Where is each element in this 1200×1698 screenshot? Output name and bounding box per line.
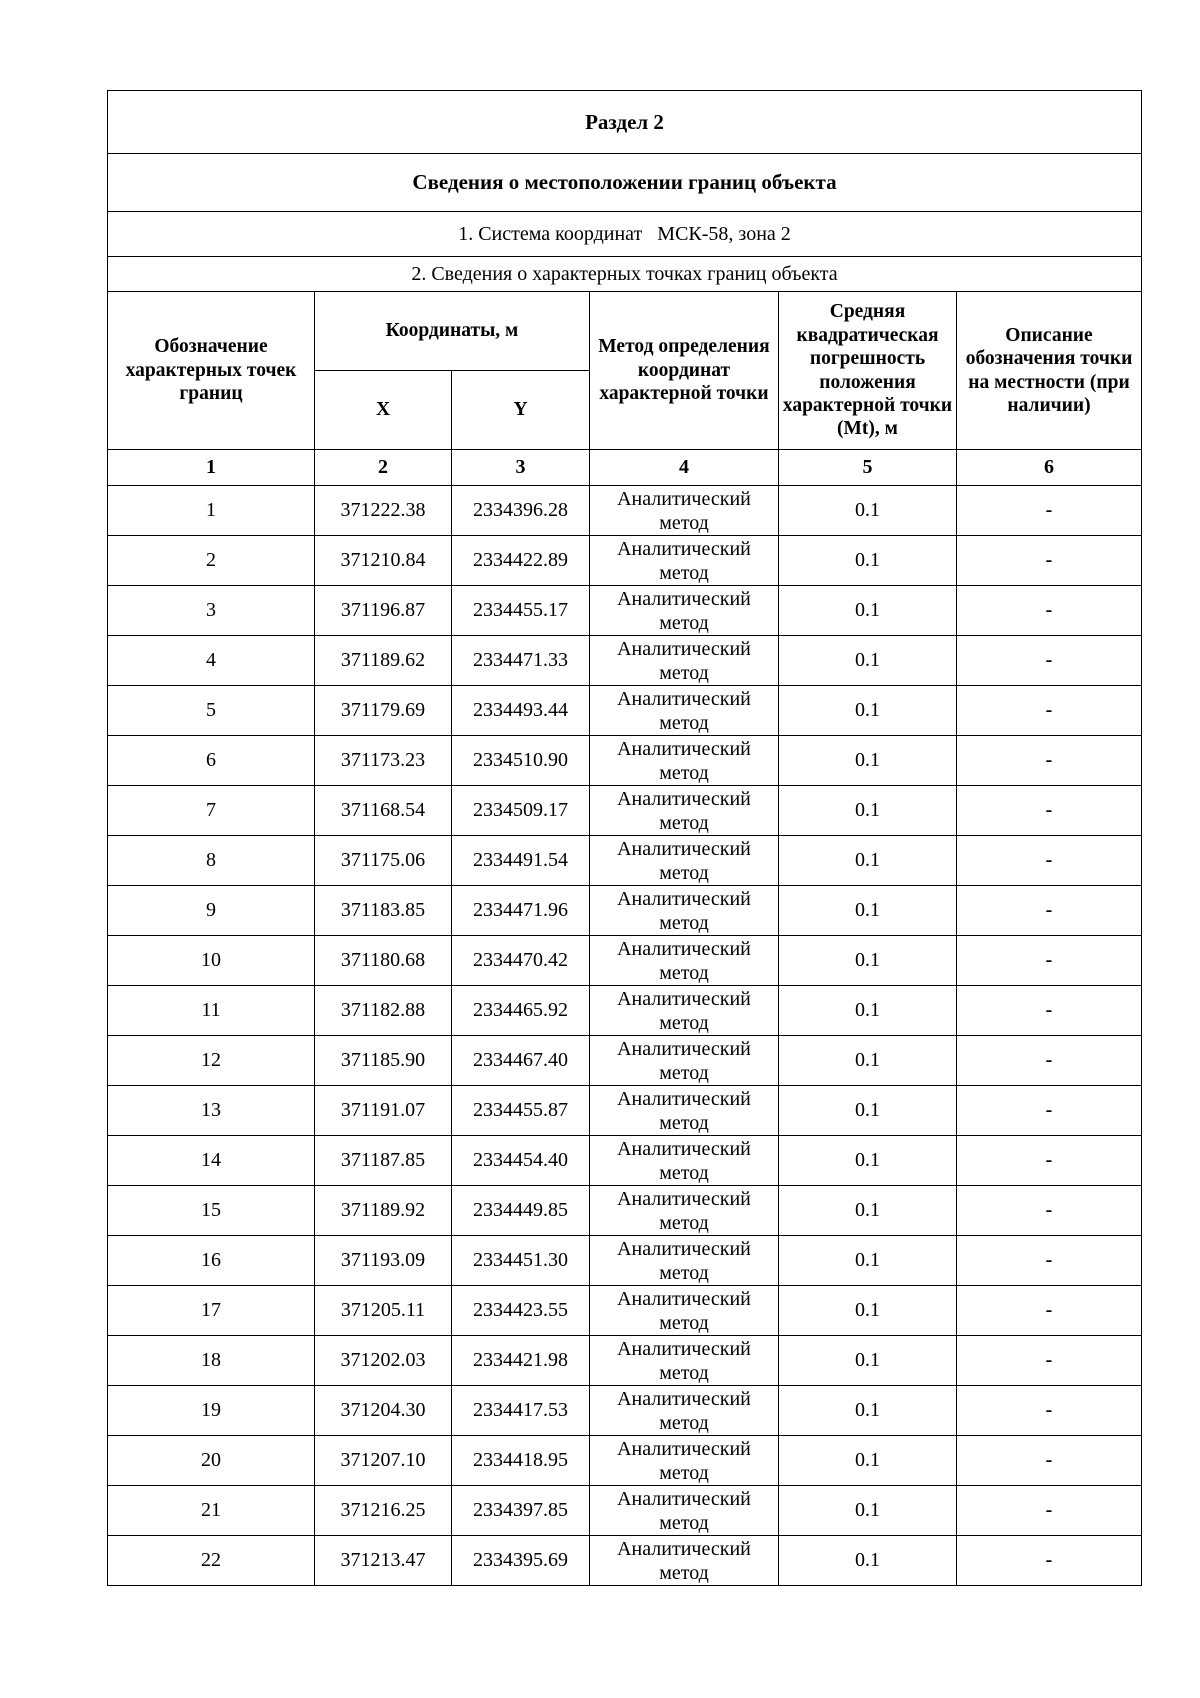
document-subtitle: Сведения о местоположении границ объекта xyxy=(108,154,1142,212)
x-coordinate-cell: 371222.38 xyxy=(315,486,452,536)
header-y: Y xyxy=(452,371,590,450)
method-cell: Аналитический метод xyxy=(590,1386,779,1436)
column-number-row xyxy=(108,450,1142,486)
y-coordinate-cell: 2334491.54 xyxy=(452,836,590,886)
table-row xyxy=(108,1236,1142,1286)
y-coordinate-cell: 2334417.53 xyxy=(452,1386,590,1436)
y-coordinate-cell: 2334421.98 xyxy=(452,1336,590,1386)
table-row xyxy=(108,936,1142,986)
description-cell: - xyxy=(957,486,1142,536)
point-id-cell: 22 xyxy=(108,1536,315,1586)
header-description: Описание обозначения точки на местности (при наличии) xyxy=(957,292,1142,450)
description-cell: - xyxy=(957,936,1142,986)
description-cell: - xyxy=(957,1086,1142,1136)
table-row xyxy=(108,1536,1142,1586)
header-designation: Обозначение характерных точек границ xyxy=(108,292,315,450)
y-coordinate-cell: 2334449.85 xyxy=(452,1186,590,1236)
y-coordinate-cell: 2334510.90 xyxy=(452,736,590,786)
table-row xyxy=(108,1086,1142,1136)
y-coordinate-cell: 2334509.17 xyxy=(452,786,590,836)
method-cell: Аналитический метод xyxy=(590,1186,779,1236)
x-coordinate-cell: 371216.25 xyxy=(315,1486,452,1536)
x-coordinate-cell: 371204.30 xyxy=(315,1386,452,1436)
table-row xyxy=(108,1036,1142,1086)
description-cell: - xyxy=(957,886,1142,936)
description-cell: - xyxy=(957,836,1142,886)
point-id-cell: 1 xyxy=(108,486,315,536)
table-row xyxy=(108,1136,1142,1186)
point-id-cell: 19 xyxy=(108,1386,315,1436)
point-id-cell: 5 xyxy=(108,686,315,736)
method-cell: Аналитический метод xyxy=(590,1286,779,1336)
error-cell: 0.1 xyxy=(779,1186,957,1236)
header-x: X xyxy=(315,371,452,450)
error-cell: 0.1 xyxy=(779,1236,957,1286)
description-cell: - xyxy=(957,636,1142,686)
method-cell: Аналитический метод xyxy=(590,636,779,686)
error-cell: 0.1 xyxy=(779,886,957,936)
table-row xyxy=(108,836,1142,886)
point-id-cell: 4 xyxy=(108,636,315,686)
description-cell: - xyxy=(957,1536,1142,1586)
point-id-cell: 15 xyxy=(108,1186,315,1236)
point-id-cell: 21 xyxy=(108,1486,315,1536)
x-coordinate-cell: 371207.10 xyxy=(315,1436,452,1486)
column-number: 4 xyxy=(590,450,779,486)
error-cell: 0.1 xyxy=(779,1136,957,1186)
x-coordinate-cell: 371173.23 xyxy=(315,736,452,786)
method-cell: Аналитический метод xyxy=(590,1136,779,1186)
point-id-cell: 3 xyxy=(108,586,315,636)
y-coordinate-cell: 2334397.85 xyxy=(452,1486,590,1536)
method-cell: Аналитический метод xyxy=(590,1336,779,1386)
method-cell: Аналитический метод xyxy=(590,536,779,586)
method-cell: Аналитический метод xyxy=(590,1036,779,1086)
error-cell: 0.1 xyxy=(779,736,957,786)
description-cell: - xyxy=(957,1436,1142,1486)
method-cell: Аналитический метод xyxy=(590,736,779,786)
column-number: 1 xyxy=(108,450,315,486)
column-number: 6 xyxy=(957,450,1142,486)
header-coordinates: Координаты, м xyxy=(315,292,590,371)
y-coordinate-cell: 2334454.40 xyxy=(452,1136,590,1186)
description-cell: - xyxy=(957,786,1142,836)
y-coordinate-cell: 2334467.40 xyxy=(452,1036,590,1086)
x-coordinate-cell: 371175.06 xyxy=(315,836,452,886)
table-row xyxy=(108,586,1142,636)
point-id-cell: 9 xyxy=(108,886,315,936)
x-coordinate-cell: 371202.03 xyxy=(315,1336,452,1386)
y-coordinate-cell: 2334455.17 xyxy=(452,586,590,636)
description-cell: - xyxy=(957,1336,1142,1386)
y-coordinate-cell: 2334396.28 xyxy=(452,486,590,536)
error-cell: 0.1 xyxy=(779,1386,957,1436)
point-id-cell: 2 xyxy=(108,536,315,586)
point-id-cell: 10 xyxy=(108,936,315,986)
y-coordinate-cell: 2334418.95 xyxy=(452,1436,590,1486)
table-row xyxy=(108,536,1142,586)
table-row xyxy=(108,736,1142,786)
x-coordinate-cell: 371191.07 xyxy=(315,1086,452,1136)
table-row xyxy=(108,1386,1142,1436)
error-cell: 0.1 xyxy=(779,536,957,586)
x-coordinate-cell: 371210.84 xyxy=(315,536,452,586)
point-id-cell: 18 xyxy=(108,1336,315,1386)
method-cell: Аналитический метод xyxy=(590,1436,779,1486)
error-cell: 0.1 xyxy=(779,1036,957,1086)
description-cell: - xyxy=(957,736,1142,786)
point-id-cell: 11 xyxy=(108,986,315,1036)
error-cell: 0.1 xyxy=(779,1286,957,1336)
y-coordinate-cell: 2334471.33 xyxy=(452,636,590,686)
point-id-cell: 8 xyxy=(108,836,315,886)
boundary-points-table xyxy=(107,90,1142,1586)
error-cell: 0.1 xyxy=(779,1086,957,1136)
coordinate-system-label: 1. Система координат xyxy=(458,222,643,245)
description-cell: - xyxy=(957,1486,1142,1536)
x-coordinate-cell: 371196.87 xyxy=(315,586,452,636)
coordinate-system-value: МСК-58, зона 2 xyxy=(657,222,791,245)
description-cell: - xyxy=(957,686,1142,736)
coordinate-system-row xyxy=(108,212,1142,257)
y-coordinate-cell: 2334422.89 xyxy=(452,536,590,586)
table-row xyxy=(108,636,1142,686)
x-coordinate-cell: 371168.54 xyxy=(315,786,452,836)
method-cell: Аналитический метод xyxy=(590,836,779,886)
header-method: Метод определения координат характерной точки xyxy=(590,292,779,450)
description-cell: - xyxy=(957,1286,1142,1336)
x-coordinate-cell: 371185.90 xyxy=(315,1036,452,1086)
error-cell: 0.1 xyxy=(779,786,957,836)
description-cell: - xyxy=(957,1386,1142,1436)
table-row xyxy=(108,1436,1142,1486)
x-coordinate-cell: 371187.85 xyxy=(315,1136,452,1186)
error-cell: 0.1 xyxy=(779,986,957,1036)
description-cell: - xyxy=(957,986,1142,1036)
table-row xyxy=(108,1486,1142,1536)
x-coordinate-cell: 371182.88 xyxy=(315,986,452,1036)
description-cell: - xyxy=(957,536,1142,586)
method-cell: Аналитический метод xyxy=(590,786,779,836)
point-id-cell: 20 xyxy=(108,1436,315,1486)
table-row xyxy=(108,986,1142,1036)
table-row xyxy=(108,686,1142,736)
y-coordinate-cell: 2334455.87 xyxy=(452,1086,590,1136)
x-coordinate-cell: 371213.47 xyxy=(315,1536,452,1586)
error-cell: 0.1 xyxy=(779,486,957,536)
x-coordinate-cell: 371189.92 xyxy=(315,1186,452,1236)
y-coordinate-cell: 2334395.69 xyxy=(452,1536,590,1586)
x-coordinate-cell: 371179.69 xyxy=(315,686,452,736)
error-cell: 0.1 xyxy=(779,1436,957,1486)
point-id-cell: 7 xyxy=(108,786,315,836)
method-cell: Аналитический метод xyxy=(590,1236,779,1286)
description-cell: - xyxy=(957,1036,1142,1086)
error-cell: 0.1 xyxy=(779,936,957,986)
method-cell: Аналитический метод xyxy=(590,886,779,936)
x-coordinate-cell: 371183.85 xyxy=(315,886,452,936)
description-cell: - xyxy=(957,1136,1142,1186)
error-cell: 0.1 xyxy=(779,1536,957,1586)
y-coordinate-cell: 2334423.55 xyxy=(452,1286,590,1336)
column-number: 2 xyxy=(315,450,452,486)
table-row xyxy=(108,886,1142,936)
y-coordinate-cell: 2334470.42 xyxy=(452,936,590,986)
point-id-cell: 14 xyxy=(108,1136,315,1186)
description-cell: - xyxy=(957,1236,1142,1286)
column-number: 3 xyxy=(452,450,590,486)
table-row xyxy=(108,1286,1142,1336)
method-cell: Аналитический метод xyxy=(590,486,779,536)
method-cell: Аналитический метод xyxy=(590,936,779,986)
x-coordinate-cell: 371180.68 xyxy=(315,936,452,986)
method-cell: Аналитический метод xyxy=(590,686,779,736)
method-cell: Аналитический метод xyxy=(590,1486,779,1536)
error-cell: 0.1 xyxy=(779,836,957,886)
method-cell: Аналитический метод xyxy=(590,986,779,1036)
x-coordinate-cell: 371193.09 xyxy=(315,1236,452,1286)
point-id-cell: 12 xyxy=(108,1036,315,1086)
y-coordinate-cell: 2334493.44 xyxy=(452,686,590,736)
y-coordinate-cell: 2334471.96 xyxy=(452,886,590,936)
point-id-cell: 6 xyxy=(108,736,315,786)
error-cell: 0.1 xyxy=(779,1336,957,1386)
table-row xyxy=(108,786,1142,836)
y-coordinate-cell: 2334465.92 xyxy=(452,986,590,1036)
description-cell: - xyxy=(957,586,1142,636)
x-coordinate-cell: 371205.11 xyxy=(315,1286,452,1336)
x-coordinate-cell: 371189.62 xyxy=(315,636,452,686)
error-cell: 0.1 xyxy=(779,1486,957,1536)
table-row xyxy=(108,1186,1142,1236)
method-cell: Аналитический метод xyxy=(590,586,779,636)
y-coordinate-cell: 2334451.30 xyxy=(452,1236,590,1286)
table-row xyxy=(108,486,1142,536)
point-id-cell: 16 xyxy=(108,1236,315,1286)
points-caption: 2. Сведения о характерных точках границ объекта xyxy=(108,257,1142,292)
point-id-cell: 17 xyxy=(108,1286,315,1336)
table-row xyxy=(108,1336,1142,1386)
header-error: Средняя квадратическая погрешность положения характерной точки (Mt), м xyxy=(779,292,957,450)
error-cell: 0.1 xyxy=(779,636,957,686)
column-number: 5 xyxy=(779,450,957,486)
method-cell: Аналитический метод xyxy=(590,1086,779,1136)
method-cell: Аналитический метод xyxy=(590,1536,779,1586)
error-cell: 0.1 xyxy=(779,586,957,636)
error-cell: 0.1 xyxy=(779,686,957,736)
description-cell: - xyxy=(957,1186,1142,1236)
point-id-cell: 13 xyxy=(108,1086,315,1136)
section-title: Раздел 2 xyxy=(108,91,1142,154)
